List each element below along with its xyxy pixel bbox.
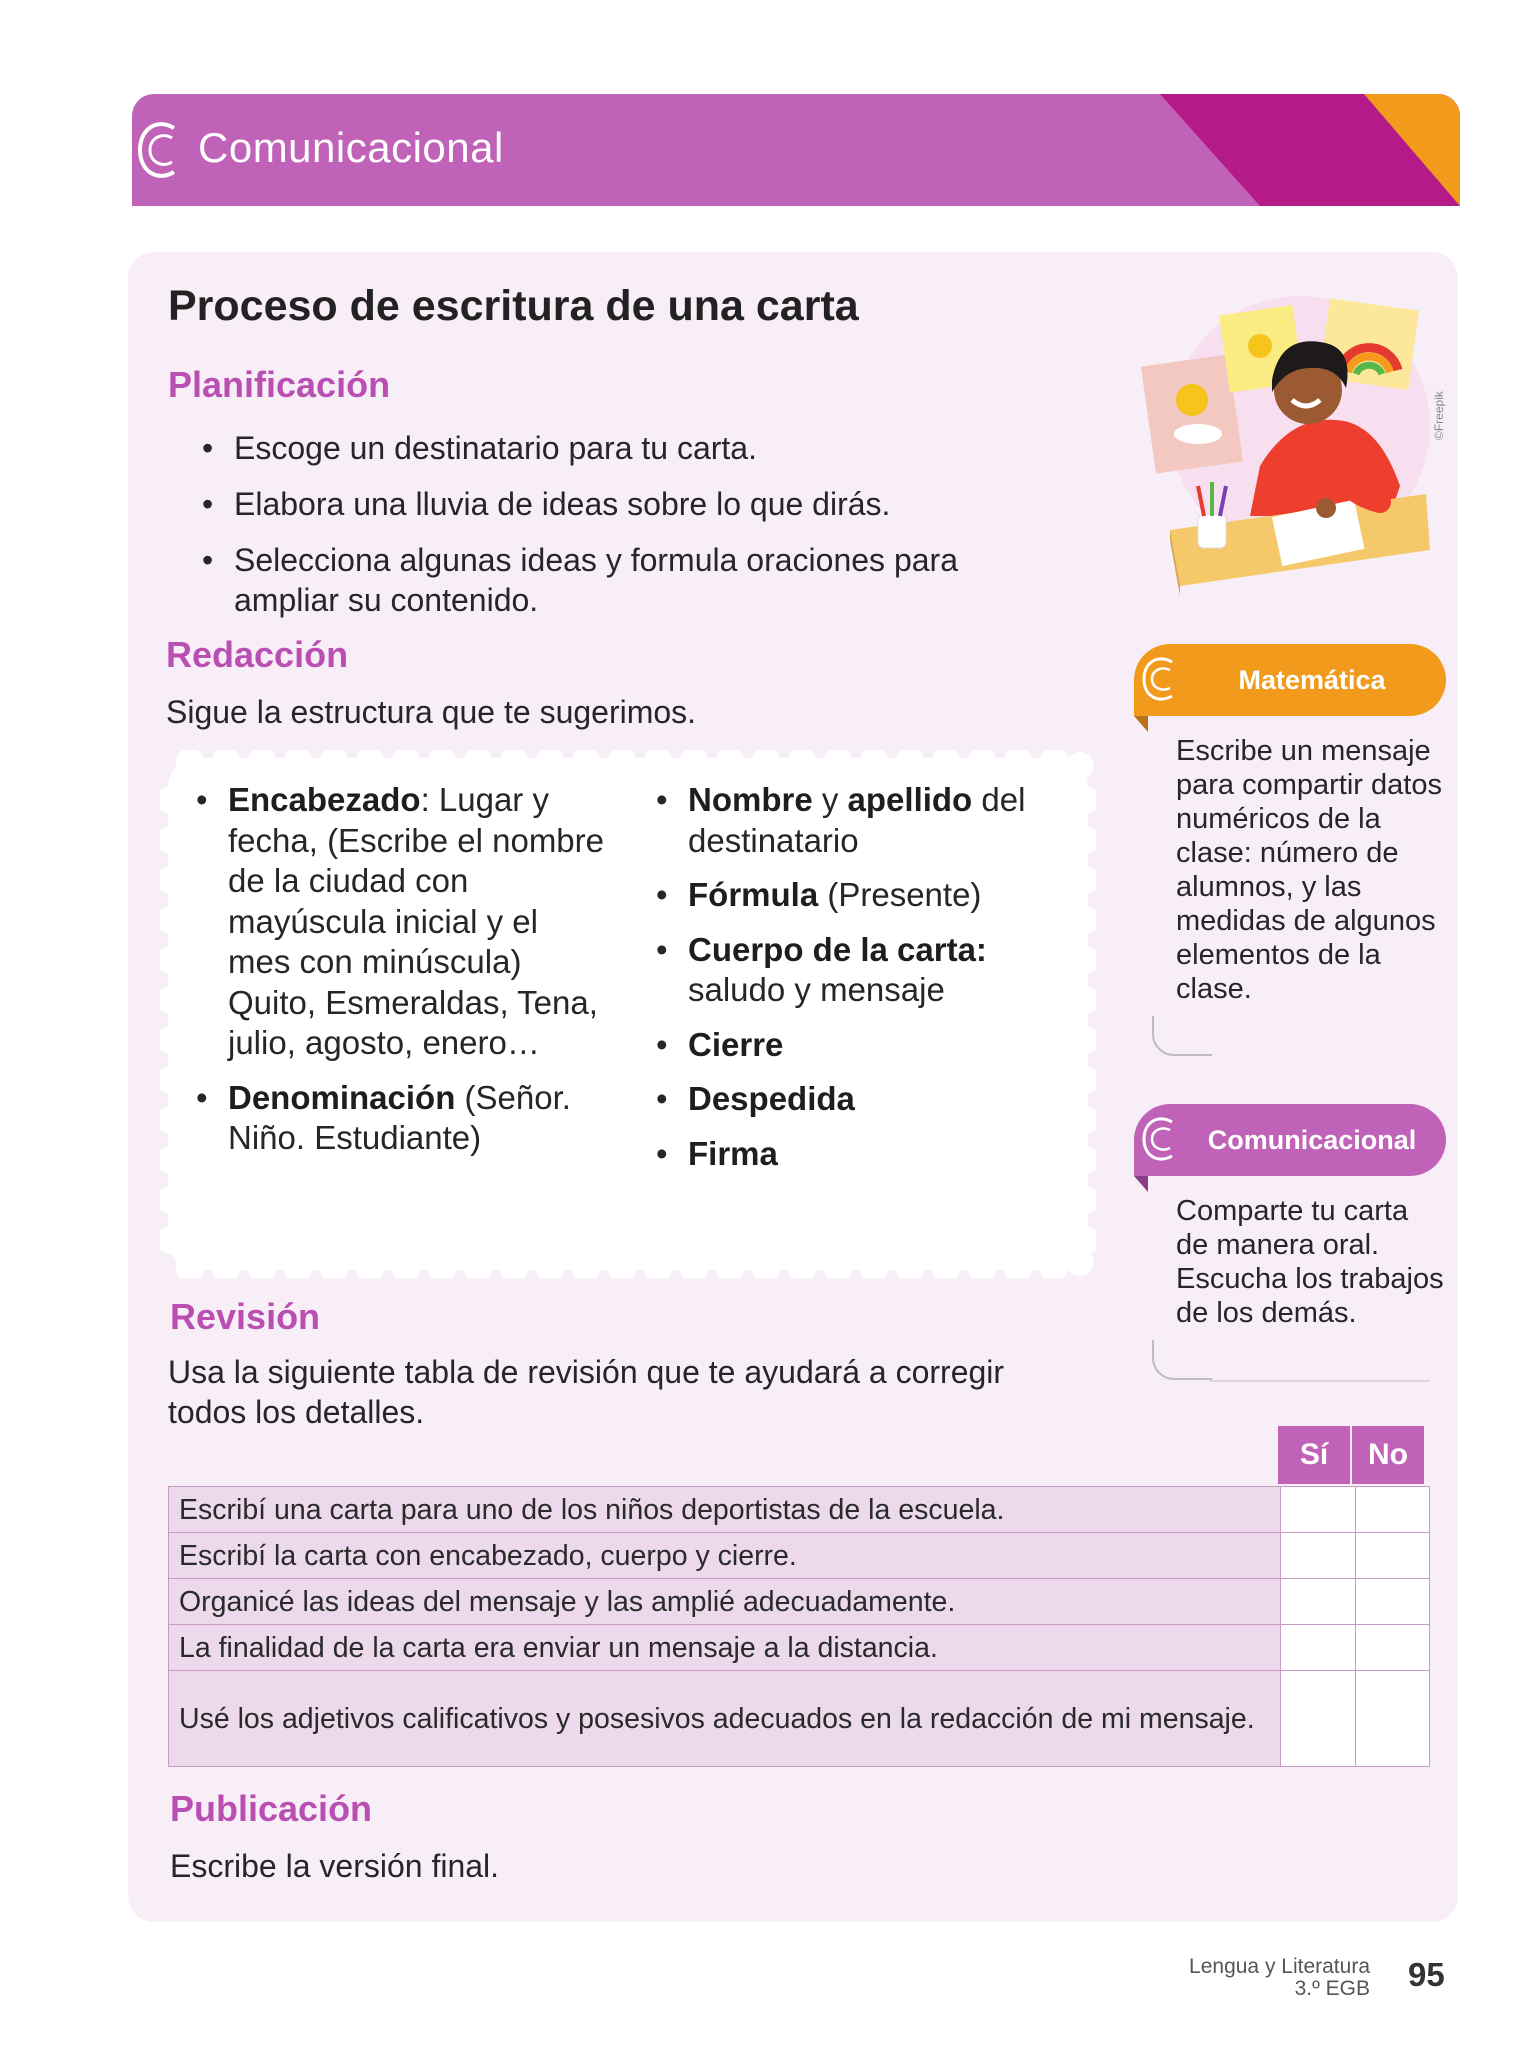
structure-list-right xyxy=(656,780,1076,1188)
item-keyword: Firma xyxy=(688,1134,778,1172)
list-item xyxy=(196,1078,606,1159)
item-keyword: apellido xyxy=(847,781,973,818)
checkbox-no[interactable] xyxy=(1355,1487,1429,1533)
item-keyword: Encabezado xyxy=(228,781,421,818)
side-text-comunicacional: Comparte tu carta de manera oral. Escucha los trabajos de los demás. xyxy=(1176,1195,1444,1329)
dua-label: DUA xyxy=(1137,19,1203,52)
dua-sublabel: Participación xyxy=(1082,56,1258,87)
heading-planificacion: Planificación xyxy=(168,364,391,405)
heading-redaccion: Redacción xyxy=(166,634,349,675)
checkbox-no[interactable] xyxy=(1355,1671,1429,1767)
column-header-no: No xyxy=(1352,1426,1424,1484)
matematica-logo-icon xyxy=(1140,654,1178,704)
side-tab-comunicacional: Comunicacional xyxy=(1134,1104,1446,1176)
planificacion-list xyxy=(202,428,1062,620)
side-panel-border xyxy=(1152,1016,1212,1056)
list-item xyxy=(656,1079,1076,1120)
list-item: • Selecciona algunas ideas y formula oraciones para ampliar su contenido. xyxy=(202,540,1062,620)
revision-table xyxy=(168,1486,1430,1767)
page-number: 95 xyxy=(1408,1956,1445,1993)
tab-fold xyxy=(1134,716,1148,732)
checkbox-si[interactable] xyxy=(1281,1625,1355,1671)
item-keyword: Despedida xyxy=(688,1080,855,1117)
side-panel-border xyxy=(1152,1340,1212,1380)
side-text-matematica: Escribe un mensaje para compartir datos numéricos de la clase: número de alumnos, y las medidas de algunos elementos de la clase. xyxy=(1176,735,1442,1005)
table-row xyxy=(169,1671,1430,1767)
table-cell-question: Organicé las ideas del mensaje y las amplié adecuadamente. xyxy=(169,1579,1281,1625)
list-item: • Elabora una lluvia de ideas sobre lo que dirás. xyxy=(202,484,1062,524)
table-cell-question: Escribí la carta con encabezado, cuerpo y cierre. xyxy=(169,1533,1281,1579)
list-item xyxy=(656,1134,1076,1175)
revision-intro: Usa la siguiente tabla de revisión que te ayudará a corregir todos los detalles. xyxy=(168,1354,1005,1430)
side-tab-matematica: Matemática xyxy=(1134,644,1446,716)
table-cell-question: Usé los adjetivos calificativos y posesivos adecuados en la redacción de mi mensaje. xyxy=(169,1671,1281,1767)
table-cell-question: Escribí una carta para uno de los niños deportistas de la escuela. xyxy=(169,1487,1281,1533)
heading-revision: Revisión xyxy=(170,1296,321,1337)
child-writing-illustration xyxy=(1140,296,1440,596)
table-row xyxy=(169,1533,1430,1579)
comunicacional-logo-icon xyxy=(1140,1114,1178,1164)
table-row xyxy=(169,1579,1430,1625)
heading-publicacion: Publicación xyxy=(170,1788,373,1829)
list-item xyxy=(656,780,1076,861)
header-banner xyxy=(132,94,1460,206)
item-text: y xyxy=(812,781,848,818)
divider xyxy=(1210,1380,1430,1382)
list-item xyxy=(196,780,606,1064)
item-text: del destinatario xyxy=(688,781,1026,859)
checkbox-no[interactable] xyxy=(1355,1533,1429,1579)
item-keyword: Denominación xyxy=(228,1078,456,1116)
checkbox-no[interactable] xyxy=(1355,1625,1429,1671)
structure-list-left xyxy=(196,780,606,1173)
item-text: : Lugar y fecha, (Escribe el nombre de la ciudad con mayúscula inicial y el mes con minúscula) Quito, Esmeraldas, Tena, julio, agosto, enero… xyxy=(228,781,605,1061)
item-keyword: Cuerpo de la carta: xyxy=(688,930,987,968)
checkbox-no[interactable] xyxy=(1355,1579,1429,1625)
footer-subject-name: Lengua y Literatura xyxy=(1189,1955,1370,1978)
checkbox-si[interactable] xyxy=(1281,1533,1355,1579)
banner-title: Comunicacional xyxy=(198,124,504,171)
checkbox-si[interactable] xyxy=(1281,1579,1355,1625)
item-text: saludo y mensaje xyxy=(688,971,945,1008)
item-keyword: Nombre xyxy=(688,781,813,818)
footer-subject xyxy=(1154,1956,1370,2000)
column-header-si: Sí xyxy=(1278,1426,1350,1484)
list-item xyxy=(656,875,1076,916)
table-row xyxy=(169,1487,1430,1533)
list-item xyxy=(656,1025,1076,1066)
item-keyword: Cierre xyxy=(688,1025,784,1063)
image-credit: ©Freepik xyxy=(1432,391,1446,440)
item-text: (Señor. Niño. Estudiante) xyxy=(228,1078,571,1156)
list-item xyxy=(656,930,1076,1011)
item-text: (Presente) xyxy=(818,876,982,913)
table-row xyxy=(169,1625,1430,1671)
publicacion-text: Escribe la versión final. xyxy=(170,1848,500,1884)
checkbox-si[interactable] xyxy=(1281,1487,1355,1533)
footer-grade: 3.º EGB xyxy=(1294,1977,1370,2000)
item-keyword: Fórmula xyxy=(688,876,819,913)
list-item: • Escoge un destinatario para tu carta. xyxy=(202,428,1062,468)
checkbox-si[interactable] xyxy=(1281,1671,1355,1767)
page-title: Proceso de escritura de una carta xyxy=(168,282,859,330)
redaccion-intro: Sigue la estructura que te sugerimos. xyxy=(166,694,697,730)
tab-fold xyxy=(1134,1176,1148,1192)
table-cell-question: La finalidad de la carta era enviar un mensaje a la distancia. xyxy=(169,1625,1281,1671)
comunicacional-logo-icon xyxy=(136,118,182,182)
